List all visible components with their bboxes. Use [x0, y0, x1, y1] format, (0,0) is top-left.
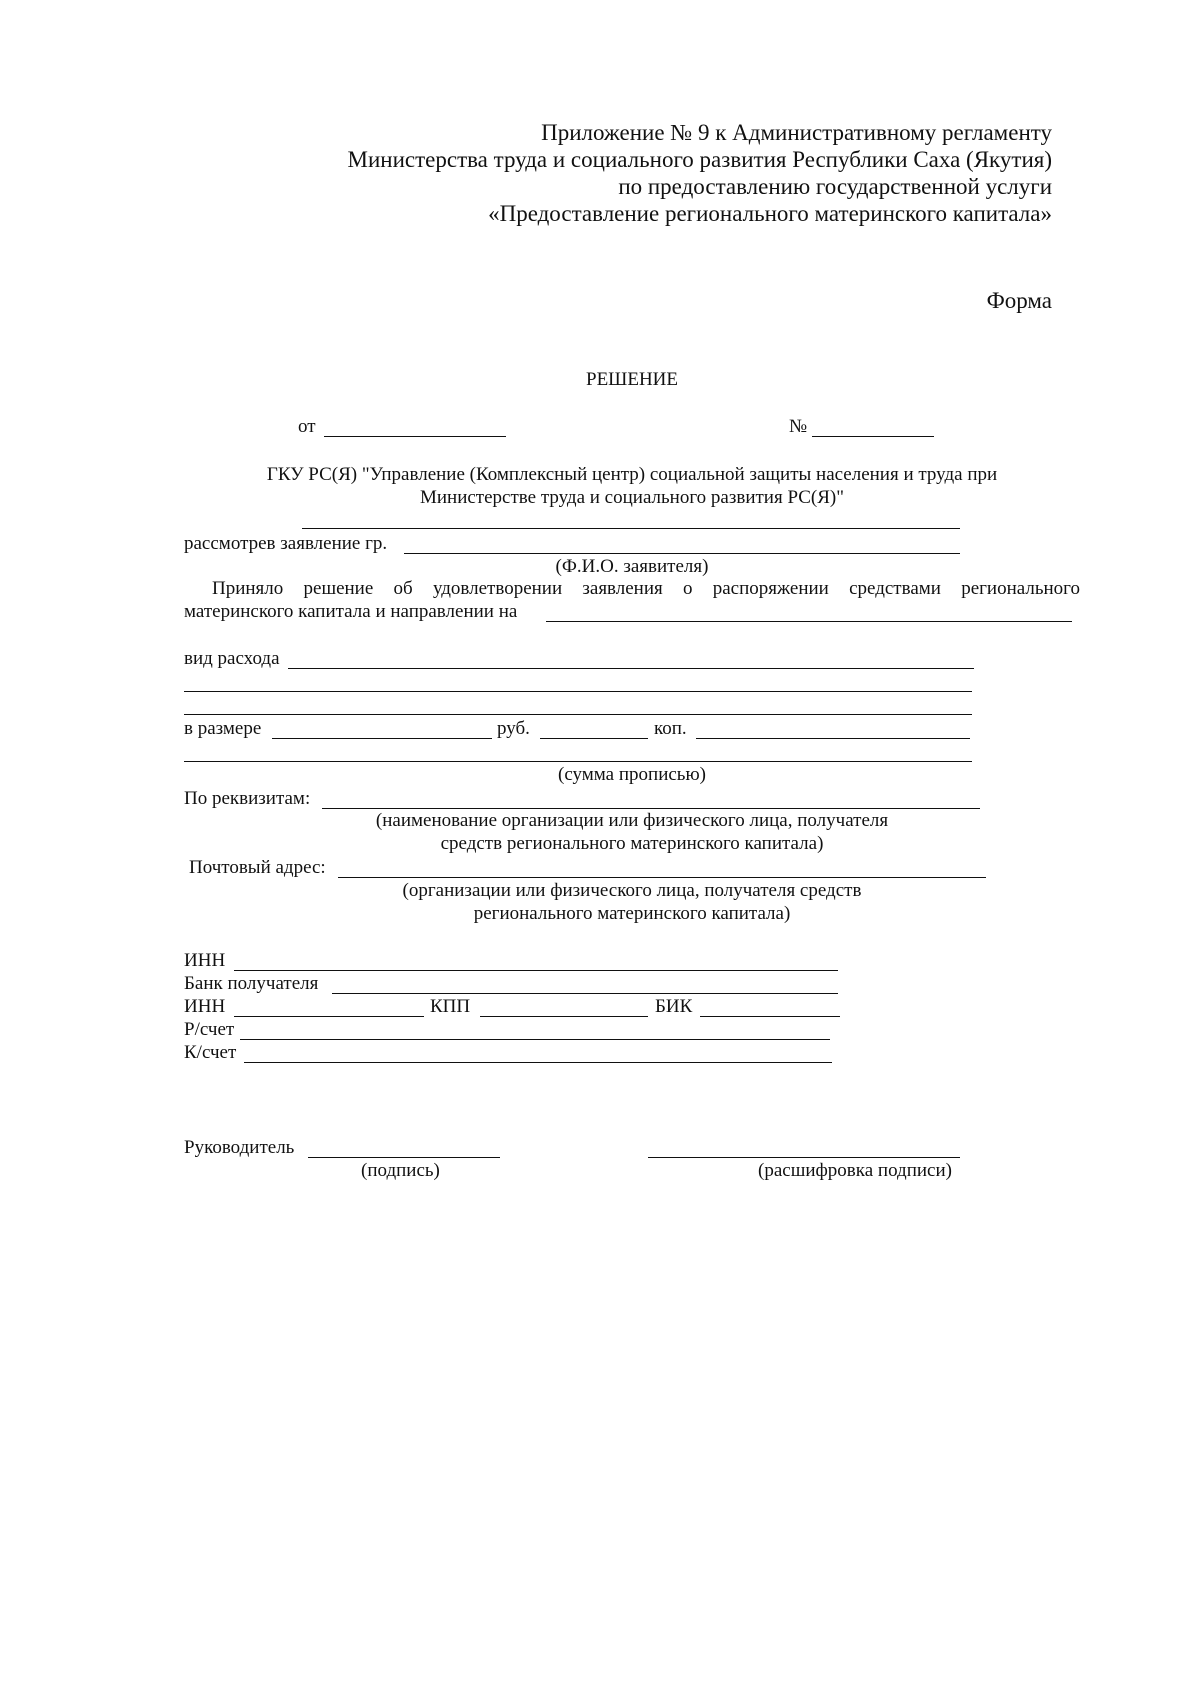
postal-label: Почтовый адрес: — [189, 857, 326, 878]
amount-words-line — [184, 761, 972, 762]
signature-line — [308, 1157, 500, 1158]
considered-label: рассмотрев заявление гр. — [184, 533, 388, 554]
inn2-line — [234, 1016, 424, 1017]
date-prefix: от — [298, 416, 316, 437]
requisites-line — [322, 808, 980, 809]
direction-line — [546, 621, 1072, 622]
head-label: Руководитель — [184, 1137, 295, 1158]
bik-line — [700, 1016, 840, 1017]
postal-line — [338, 877, 986, 878]
applicant-name-line — [404, 553, 960, 554]
header-line-1: Приложение № 9 к Административному регламенту — [541, 120, 1052, 145]
requisites-caption-1: (наименование организации или физического лица, получателя — [375, 810, 889, 831]
signature-caption: (подпись) — [361, 1160, 440, 1181]
number-field-line — [812, 436, 934, 437]
inn2-label: ИНН — [184, 996, 226, 1017]
rub-label: руб. — [497, 718, 530, 739]
amount-rub-line — [272, 738, 492, 739]
expense-line-1 — [288, 668, 974, 669]
kpp-line — [480, 1016, 648, 1017]
header-line-2: Министерства труда и социального развития Республики Саха (Якутия) — [347, 147, 1052, 172]
org-line-1: ГКУ РС(Я) "Управление (Комплексный центр) социальной защиты населения и труда при — [266, 464, 998, 485]
decision-line-1: Приняло решение об удовлетворении заявления о распоряжении средствами регионального — [212, 578, 1080, 599]
inn-line — [234, 970, 838, 971]
org-line-2: Министерстве труда и социального развития РС(Я)" — [419, 487, 845, 508]
document-title: РЕШЕНИЕ — [586, 369, 678, 390]
amount-caption: (сумма прописью) — [558, 764, 706, 785]
kpp-label: КПП — [430, 996, 471, 1017]
signature-decode-line — [648, 1157, 960, 1158]
postal-caption-1: (организации или физического лица, получателя средств — [402, 880, 862, 901]
header-line-3: по предоставлению государственной услуги — [618, 174, 1052, 199]
decision-line-2: материнского капитала и направлении на — [184, 601, 518, 622]
expense-line-2 — [184, 691, 972, 692]
bank-label: Банк получателя — [184, 973, 319, 994]
header-line-4: «Предоставление регионального материнского капитала» — [488, 201, 1052, 226]
org-underline — [302, 528, 960, 529]
applicant-caption: (Ф.И.О. заявителя) — [555, 556, 709, 577]
postal-caption-2: регионального материнского капитала) — [473, 903, 791, 924]
requisites-label: По реквизитам: — [184, 788, 311, 809]
inn-label: ИНН — [184, 950, 226, 971]
bik-label: БИК — [655, 996, 693, 1017]
expense-line-3 — [184, 714, 972, 715]
rs-label: Р/счет — [184, 1019, 235, 1040]
form-label: Форма — [986, 288, 1052, 313]
amount-label: в размере — [184, 718, 262, 739]
date-field-line — [324, 436, 506, 437]
amount-after-kop-line — [696, 738, 970, 739]
requisites-caption-2: средств регионального материнского капитала) — [440, 833, 824, 854]
ks-label: К/счет — [184, 1042, 237, 1063]
number-prefix: № — [789, 416, 808, 437]
amount-kop-pre-line — [540, 738, 648, 739]
bank-line — [332, 993, 838, 994]
kop-label: коп. — [654, 718, 687, 739]
expense-label: вид расхода — [184, 648, 280, 669]
signature-decode-caption: (расшифровка подписи) — [758, 1160, 952, 1181]
rs-line — [240, 1039, 830, 1040]
ks-line — [244, 1062, 832, 1063]
